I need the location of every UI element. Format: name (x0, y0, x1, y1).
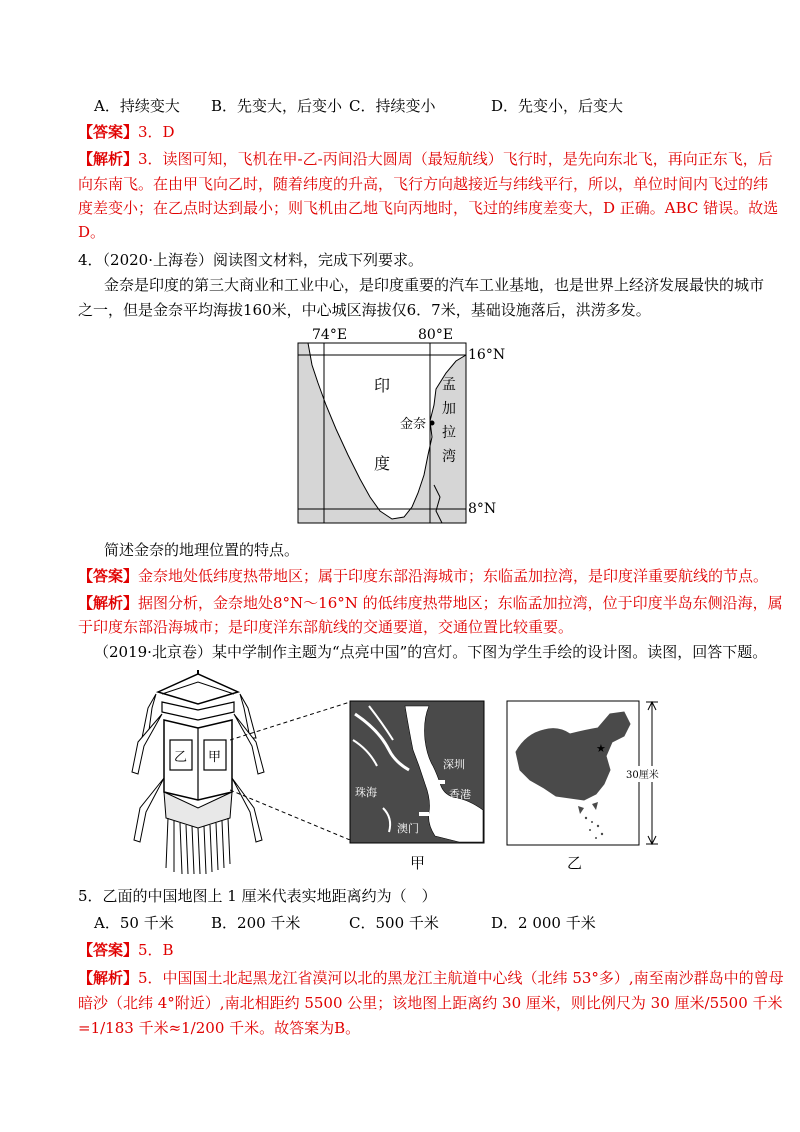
place-label: 珠海 (355, 786, 377, 799)
answer-line (78, 940, 174, 960)
analysis-line: 暗沙（北纬 4°附近）,南北相距约 5500 公里；该地图上距离约 30 厘米，则比例尺为 30 厘米/5500 千米 (78, 994, 783, 1012)
connector-lines (230, 700, 350, 840)
answer-tag: 【答案】 (78, 567, 139, 585)
city-label: 金奈 (400, 417, 427, 432)
city-dot (430, 421, 435, 426)
analysis-text: 3．读图可知，飞机在甲-乙-丙间沿大圆周（最短航线）飞行时，是先向东北飞，再向正东飞，后 (138, 150, 773, 168)
question-text: 简述金奈的地理位置的特点。 (104, 541, 300, 559)
chennai-map (296, 325, 506, 530)
map-jia (349, 700, 485, 844)
question-text: 5．乙面的中国地图上 1 厘米代表实地距离约为（ ） (78, 887, 437, 905)
map-yi (506, 700, 686, 846)
figure-caption-jia: 甲 (410, 854, 426, 872)
option-c: C．持续变小 (349, 97, 436, 115)
material-text: 之一，但是金奈平均海拔160米，中心城区海拔仅6．7米，基础设施落后，洪涝多发。 (78, 301, 651, 319)
place-label: 深圳 (443, 758, 465, 771)
analysis-tag: 【解析】 (78, 969, 139, 987)
analysis-line (78, 968, 784, 988)
answer-text: 金奈地处低纬度热带地区；属于印度东部沿海城市；东临孟加拉湾，是印度洋重要航线的节点。 (138, 567, 769, 585)
analysis-line (78, 149, 773, 169)
option-b: B．200 千米 (211, 914, 301, 932)
analysis-line: D。 (78, 223, 106, 241)
analysis-line: 于印度东部沿海城市；是印度洋东部航线的交通要道，交通位置比较重要。 (78, 618, 574, 636)
lon-label: 80°E (418, 327, 454, 343)
option-a: A．持续变大 (94, 97, 180, 115)
answer-tag: 【答案】 (78, 123, 139, 141)
lat-label: 16°N (468, 347, 506, 363)
answer-text: 3．D (138, 123, 175, 141)
option-a: A．50 千米 (94, 914, 174, 932)
answer-line (78, 122, 175, 142)
lat-label: 8°N (468, 501, 497, 517)
country-label: 度 (374, 454, 391, 473)
material-text: 金奈是印度的第三大商业和工业中心，是印度重要的汽车工业基地，也是世界上经济发展最快的城市 (104, 276, 765, 294)
analysis-line: 度差变小；在乙点时达到最小；则飞机由乙地飞向丙地时，飞过的纬度差变大，D 正确。ABC 错误。故选 (78, 199, 779, 217)
bay-label: 拉 (442, 425, 456, 441)
bay-label: 湾 (442, 449, 456, 465)
option-b: B．先变大，后变小 (211, 97, 343, 115)
bay-label: 加 (442, 401, 456, 417)
option-c: C．500 千米 (349, 914, 439, 932)
answer-line (78, 566, 768, 586)
lantern-panel-label: 乙 (174, 750, 188, 765)
figure-caption-yi: 乙 (567, 854, 583, 872)
analysis-tag: 【解析】 (78, 594, 139, 612)
capital-star-icon: ★ (596, 742, 606, 755)
option-d: D．2 000 千米 (491, 914, 596, 932)
analysis-text: 5．中国国土北起黑龙江省漠河以北的黑龙江主航道中心线（北纬 53°多）,南至南沙群岛中的曾母 (138, 969, 784, 987)
lon-label: 74°E (312, 327, 348, 343)
analysis-tag: 【解析】 (78, 150, 139, 168)
analysis-line (78, 593, 783, 613)
analysis-line: 向东南飞。在由甲飞向乙时，随着纬度的升高，飞行方向越接近与纬线平行，所以，单位时间内飞过的纬 (78, 175, 769, 193)
place-label: 香港 (449, 788, 471, 801)
answer-text: 5．B (138, 941, 174, 959)
question-intro: （2019·北京卷）某中学制作主题为“点亮中国”的宫灯。下图为学生手绘的设计图。读图，回答下题。 (94, 643, 768, 661)
analysis-line: =1/183 千米≈1/200 千米。故答案为B。 (78, 1019, 361, 1037)
answer-tag: 【答案】 (78, 941, 139, 959)
option-d: D．先变小，后变大 (491, 97, 624, 115)
analysis-text: 据图分析，金奈地处8°N～16°N 的低纬度热带地区；东临孟加拉湾，位于印度半岛东侧沿海，属 (138, 594, 783, 612)
bay-label: 孟 (442, 377, 456, 393)
question-header: 4．（2020·上海卷）阅读图文材料，完成下列要求。 (78, 251, 423, 269)
lantern-panel-label: 甲 (208, 750, 222, 765)
place-label: 澳门 (397, 822, 419, 835)
scale-label: 30厘米 (626, 770, 659, 781)
country-label: 印 (374, 376, 391, 395)
